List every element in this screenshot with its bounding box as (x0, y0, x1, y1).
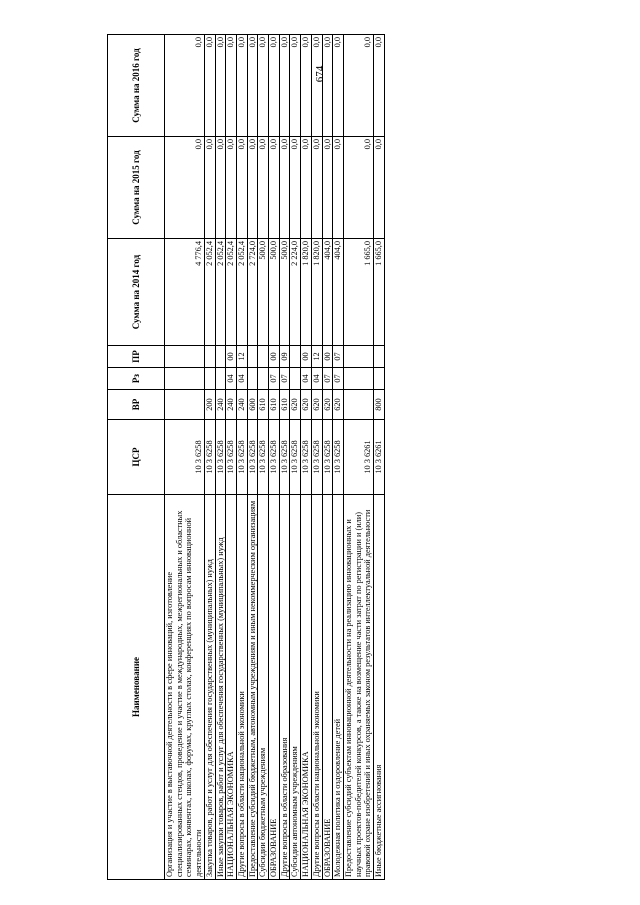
row-sum-2015: 0,0 (165, 137, 205, 239)
header-name: Наименование (108, 495, 165, 880)
row-sum-2016: 0,0 (236, 35, 247, 137)
row-name: Другие вопросы в области национальной экономики (311, 495, 322, 880)
row-rz: 07 (269, 368, 280, 390)
row-csr: 10 3 6258 (322, 420, 333, 495)
row-csr: 10 3 6258 (290, 420, 301, 495)
table-row (290, 35, 301, 880)
row-csr: 10 3 6258 (236, 420, 247, 495)
row-name: Субсидии автономным учреждениям (290, 495, 301, 880)
row-vr: 620 (322, 390, 333, 420)
row-sum-2014: 1 820,0 (301, 239, 312, 346)
row-rz: 04 (236, 368, 247, 390)
row-csr: 10 3 6258 (269, 420, 280, 495)
row-sum-2016: 0,0 (204, 35, 215, 137)
row-csr: 10 3 6258 (165, 420, 205, 495)
row-sum-2016: 0,0 (374, 35, 385, 137)
row-sum-2015: 0,0 (247, 137, 258, 239)
row-sum-2016: 0,0 (165, 35, 205, 137)
row-vr: 620 (290, 390, 301, 420)
row-name: Другие вопросы в области образования (279, 495, 290, 880)
table-row (343, 35, 373, 880)
row-name: Субсидии бюджетным учреждениям (258, 495, 269, 880)
row-pr (204, 346, 215, 368)
row-sum-2016: 0,0 (322, 35, 333, 137)
table-header-row (108, 35, 165, 880)
row-sum-2014: 2 224,0 (290, 239, 301, 346)
row-vr (165, 390, 205, 420)
row-csr: 10 3 6258 (247, 420, 258, 495)
row-rz: 07 (279, 368, 290, 390)
table-row (269, 35, 280, 880)
row-vr: 800 (374, 390, 385, 420)
table-row (258, 35, 269, 880)
table-row (226, 35, 237, 880)
row-sum-2014: 404,0 (333, 239, 344, 346)
row-name: НАЦИОНАЛЬНАЯ ЭКОНОМИКА (226, 495, 237, 880)
row-sum-2016: 0,0 (343, 35, 373, 137)
row-name: Иные закупки товаров, работ и услуг для обеспечения государственных (муниципальных) нужд (215, 495, 226, 880)
row-name: ОБРАЗОВАНИЕ (322, 495, 333, 880)
row-sum-2014: 500,0 (258, 239, 269, 346)
row-rz (374, 368, 385, 390)
header-rz: Рз (108, 368, 165, 390)
table-row (279, 35, 290, 880)
row-name: Предоставление субсидий бюджетным, автономным учреждениям и иным некоммерческим организациям (247, 495, 258, 880)
row-sum-2016: 0,0 (269, 35, 280, 137)
row-rz (258, 368, 269, 390)
row-vr: 200 (204, 390, 215, 420)
row-pr: 00 (226, 346, 237, 368)
row-sum-2014: 2 052,4 (204, 239, 215, 346)
row-name: НАЦИОНАЛЬНАЯ ЭКОНОМИКА (301, 495, 312, 880)
row-sum-2015: 0,0 (343, 137, 373, 239)
row-csr: 10 3 6258 (279, 420, 290, 495)
table-row (247, 35, 258, 880)
table-row (333, 35, 344, 880)
row-vr: 240 (236, 390, 247, 420)
row-name: ОБРАЗОВАНИЕ (269, 495, 280, 880)
row-sum-2016: 0,0 (279, 35, 290, 137)
row-sum-2014: 1 820,0 (311, 239, 322, 346)
table-row (204, 35, 215, 880)
row-csr: 10 3 6258 (258, 420, 269, 495)
row-csr: 10 3 6258 (301, 420, 312, 495)
row-pr: 00 (322, 346, 333, 368)
row-sum-2016: 0,0 (290, 35, 301, 137)
row-name: Закупка товаров, работ и услуг для обеспечения государственных (муниципальных) нужд (204, 495, 215, 880)
row-rz (343, 368, 373, 390)
row-csr: 10 3 6258 (204, 420, 215, 495)
row-csr: 10 3 6258 (226, 420, 237, 495)
table-row (322, 35, 333, 880)
row-pr: 12 (236, 346, 247, 368)
row-sum-2015: 0,0 (204, 137, 215, 239)
row-pr: 12 (311, 346, 322, 368)
row-pr (165, 346, 205, 368)
table-row (374, 35, 385, 880)
row-name: Организация и участие в выставочной деятельности в сфере инноваций, изготовление специализированных стендов, проведение и участие в международных, межрегиональных и областных семинарах, конвентах, школах, форумах, круглых столах, конференциях по вопросам инновационной деятельности (165, 495, 205, 880)
row-name: Молодежная политика и оздоровление детей (333, 495, 344, 880)
row-pr (215, 346, 226, 368)
row-sum-2014: 4 776,4 (165, 239, 205, 346)
row-csr: 10 3 6258 (311, 420, 322, 495)
row-vr: 610 (279, 390, 290, 420)
row-name: Предоставление субсидий субъектам инновационной деятельности на реализацию инновационных и научных проектов-победителей конкурсов, а также на возмещение части затрат по регистрации и (или) правовой охране изобретений и иных охраняемых законом результатов интеллектуальной деятельности (343, 495, 373, 880)
row-pr (247, 346, 258, 368)
row-name: Другие вопросы в области национальной экономики (236, 495, 247, 880)
header-pr: ПР (108, 346, 165, 368)
table-row (301, 35, 312, 880)
row-vr: 620 (333, 390, 344, 420)
header-csr: ЦСР (108, 420, 165, 495)
row-sum-2014: 2 052,4 (226, 239, 237, 346)
row-rz (204, 368, 215, 390)
row-sum-2016: 0,0 (301, 35, 312, 137)
row-sum-2015: 0,0 (226, 137, 237, 239)
table-row (311, 35, 322, 880)
header-sum-2015: Сумма на 2015 год (108, 137, 165, 239)
header-vr: ВР (108, 390, 165, 420)
row-sum-2015: 0,0 (258, 137, 269, 239)
row-sum-2014: 1 665,0 (374, 239, 385, 346)
row-rz (165, 368, 205, 390)
row-sum-2016: 0,0 (311, 35, 322, 137)
row-rz: 07 (333, 368, 344, 390)
row-vr: 620 (301, 390, 312, 420)
budget-table (107, 34, 385, 880)
row-sum-2015: 0,0 (279, 137, 290, 239)
row-sum-2015: 0,0 (215, 137, 226, 239)
row-vr: 610 (258, 390, 269, 420)
row-pr (290, 346, 301, 368)
row-sum-2014: 2 052,4 (236, 239, 247, 346)
row-vr: 620 (311, 390, 322, 420)
table-body (165, 35, 385, 880)
row-sum-2014: 500,0 (279, 239, 290, 346)
row-pr (343, 346, 373, 368)
row-rz: 04 (301, 368, 312, 390)
row-sum-2016: 0,0 (258, 35, 269, 137)
row-sum-2015: 0,0 (374, 137, 385, 239)
row-sum-2015: 0,0 (311, 137, 322, 239)
header-sum-2014: Сумма на 2014 год (108, 239, 165, 346)
row-rz: 04 (311, 368, 322, 390)
row-vr: 240 (215, 390, 226, 420)
row-sum-2015: 0,0 (290, 137, 301, 239)
row-vr: 240 (226, 390, 237, 420)
row-rz (290, 368, 301, 390)
row-pr: 07 (333, 346, 344, 368)
row-pr: 09 (279, 346, 290, 368)
row-csr: 10 3 6261 (374, 420, 385, 495)
row-sum-2014: 2 724,0 (247, 239, 258, 346)
table-row (165, 35, 205, 880)
row-sum-2016: 0,0 (333, 35, 344, 137)
row-pr: 00 (301, 346, 312, 368)
row-rz: 04 (226, 368, 237, 390)
row-rz (247, 368, 258, 390)
row-vr: 610 (269, 390, 280, 420)
table-row (215, 35, 226, 880)
row-sum-2015: 0,0 (301, 137, 312, 239)
row-pr: 00 (269, 346, 280, 368)
row-rz (215, 368, 226, 390)
header-sum-2016: Сумма на 2016 год (108, 35, 165, 137)
row-name: Иные бюджетные ассигнования (374, 495, 385, 880)
row-csr: 10 3 6258 (215, 420, 226, 495)
row-csr: 10 3 6261 (343, 420, 373, 495)
row-csr: 10 3 6258 (333, 420, 344, 495)
row-pr (374, 346, 385, 368)
row-sum-2016: 0,0 (215, 35, 226, 137)
row-sum-2014: 500,0 (269, 239, 280, 346)
row-sum-2016: 0,0 (226, 35, 237, 137)
row-sum-2015: 0,0 (322, 137, 333, 239)
row-vr: 600 (247, 390, 258, 420)
table-row (236, 35, 247, 880)
row-pr (258, 346, 269, 368)
row-sum-2015: 0,0 (269, 137, 280, 239)
row-sum-2015: 0,0 (236, 137, 247, 239)
row-sum-2015: 0,0 (333, 137, 344, 239)
page-number: 674 (314, 65, 326, 83)
budget-table-rotated (107, 35, 545, 880)
row-sum-2014: 404,0 (322, 239, 333, 346)
row-vr (343, 390, 373, 420)
row-sum-2016: 0,0 (247, 35, 258, 137)
row-sum-2014: 2 052,4 (215, 239, 226, 346)
row-sum-2014: 1 665,0 (343, 239, 373, 346)
row-rz: 07 (322, 368, 333, 390)
